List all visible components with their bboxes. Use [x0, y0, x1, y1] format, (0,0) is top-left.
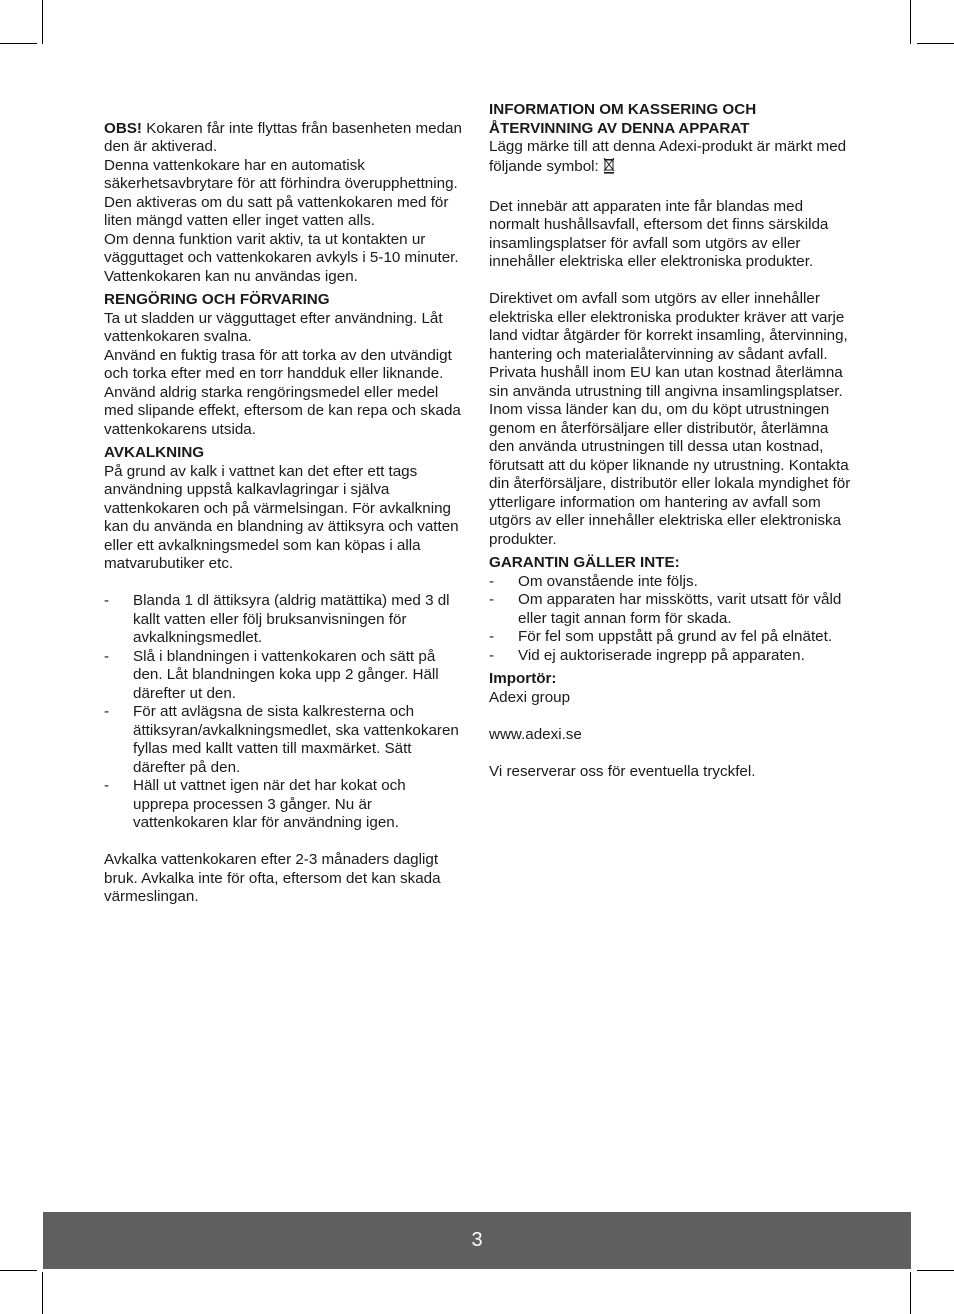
disposal-heading: INFORMATION OM KASSERING OCH ÅTERVINNING AV DENNA APPARAT: [489, 101, 757, 137]
step-text: För att avlägsna de sista kalkresterna och ättiksyran/avkalkningsmedlet, ska vattenkokaren fyllas med kallt vatten till maxmärket. Sätt därefter på den.: [133, 703, 459, 776]
list-item: [489, 628, 853, 647]
footer-bar: [43, 1212, 911, 1269]
list-item: [489, 647, 853, 666]
crop-mark: [910, 1272, 911, 1314]
spacer: [104, 833, 464, 852]
dash-bullet: -: [489, 646, 495, 664]
final-paragraph: Avkalka vattenkokaren efter 2-3 månaders dagligt bruk. Avkalka inte för ofta, eftersom det kan skada värmeslingan.: [104, 851, 441, 905]
dash-bullet: -: [489, 628, 495, 645]
importer-heading: Importör:: [489, 670, 557, 687]
step-text: Slå i blandningen i vattenkokaren och sätt på den. Låt blandningen koka upp 2 gånger. Häll därefter ut den.: [133, 647, 439, 702]
spacer: [489, 744, 853, 763]
right-column: [489, 101, 853, 781]
symbol-paragraph: [489, 138, 853, 179]
obs-text: Kokaren får inte flyttas från basenheten medan den är aktiverad.: [104, 119, 462, 155]
descaling-heading: AVKALKNING: [104, 444, 205, 461]
step-text: Häll ut vattnet igen när det har kokat och upprepa processen 3 gånger. Nu är vattenkokaren klar för användning igen.: [133, 777, 406, 831]
crossed-out-wheelie-bin-icon: [603, 157, 615, 180]
dash-bullet: -: [104, 647, 110, 665]
list-item: [104, 777, 464, 833]
list-item: [104, 592, 464, 648]
step-text: Blanda 1 dl ättiksyra (aldrig matättika) med 3 dl kallt vatten eller följ bruksanvisningen för avkalkningsmedlet.: [133, 592, 450, 646]
dash-bullet: -: [104, 592, 110, 609]
crop-mark: [42, 0, 43, 44]
spacer: [489, 179, 853, 198]
descaling-steps: [104, 592, 464, 833]
list-item: [104, 703, 464, 777]
website-link[interactable]: www.adexi.se: [489, 725, 582, 743]
left-column: [104, 101, 464, 907]
crop-mark: [917, 1270, 954, 1271]
symbol-text: Lägg märke till att denna Adexi-produkt är märkt med följande symbol:: [489, 138, 847, 175]
list-item: [489, 591, 853, 628]
spacer: [104, 101, 464, 120]
cleaning-paragraph-1: Ta ut sladden ur vägguttaget efter användning. Låt vattenkokaren svalna.: [104, 309, 443, 345]
cleaning-paragraph-3: Använd aldrig starka rengöringsmedel eller medel med slipande effekt, eftersom de kan repa och skada vattenkokarens utsida.: [104, 383, 461, 438]
warranty-heading: GARANTIN GÄLLER INTE:: [489, 554, 680, 571]
list-item: [104, 648, 464, 704]
crop-mark: [917, 43, 954, 44]
importer-name: Adexi group: [489, 688, 571, 706]
cleaning-paragraph-2: Använd en fuktig trasa för att torka av den utvändigt och torka efter med en torr handduk eller liknande.: [104, 346, 452, 382]
crop-mark: [910, 0, 911, 44]
warranty-text: För fel som uppstått på grund av fel på elnätet.: [518, 628, 833, 645]
directive-paragraph: Direktivet om avfall som utgörs av eller innehåller elektriska eller elektroniska produkter kräver att varje land vidtar åtgärder för korrekt insamling, återvinning, hantering och materialåtervinning av sådant avfall. Privata hushåll inom EU kan utan kostnad återlämna sin använda utrustning till angivna insamlingsplatser. Inom vissa länder kan du, om du köpt utrustningen genom en återförsäljare eller distributör, återlämna den använda utrustningen till dessa utan kostnad, förutsatt att du köper liknande ny utrustning. Kontakta din återförsäljare, distributör eller lokala myndighet för ytterligare information om hantering av avfall som utgörs av eller innehåller elektriska eller elektroniska produkter.: [489, 290, 851, 548]
descaling-paragraph: På grund av kalk i vattnet kan det efter ett tags användning uppstå kalkavlagringar i själva vattenkokaren och på värmelsingan. För avkalkning kan du använda en blandning av ättiksyra och vatten eller ett avkalkningsmedel som kan köpas i alla matvarubutiker etc.: [104, 462, 459, 572]
auto-shutoff-paragraph: Denna vattenkokare har en automatisk säkerhetsavbrytare för att förhindra överupphettning. Den aktiveras om du satt på vattenkokaren med för liten mängd vatten eller inget vatten alls.: [104, 156, 458, 229]
warranty-list: [489, 573, 853, 666]
crop-mark: [42, 1272, 43, 1314]
warranty-text: Om apparaten har misskötts, varit utsatt för våld eller tagit annan form för skada.: [518, 591, 842, 627]
obs-label: OBS!: [104, 119, 142, 137]
dash-bullet: -: [489, 572, 495, 590]
dash-bullet: -: [104, 777, 110, 794]
dash-bullet: -: [489, 591, 495, 608]
crop-mark: [0, 43, 37, 44]
spacer: [104, 574, 464, 593]
spacer: [489, 707, 853, 726]
cleaning-heading: RENGÖRING OCH FÖRVARING: [104, 291, 330, 308]
crop-mark: [0, 1270, 37, 1271]
obs-paragraph: [104, 120, 464, 157]
function-paragraph: Om denna funktion varit aktiv, ta ut kontakten ur vägguttaget och vattenkokaren avkyls i 5-10 minuter. Vattenkokaren kan nu användas igen.: [104, 230, 459, 285]
meaning-paragraph: Det innebär att apparaten inte får blandas med normalt hushållsavfall, eftersom det finns särskilda insamlingsplatser för avfall som utgörs av eller innehåller elektriska eller elektroniska produkter.: [489, 197, 829, 270]
page-number: 3: [471, 1229, 483, 1251]
warranty-text: Vid ej auktoriserade ingrepp på apparaten.: [518, 646, 805, 664]
spacer: [489, 272, 853, 291]
list-item: [489, 573, 853, 592]
disclaimer: Vi reserverar oss för eventuella tryckfel.: [489, 762, 756, 780]
dash-bullet: -: [104, 703, 110, 720]
warranty-text: Om ovanstående inte följs.: [518, 572, 698, 590]
